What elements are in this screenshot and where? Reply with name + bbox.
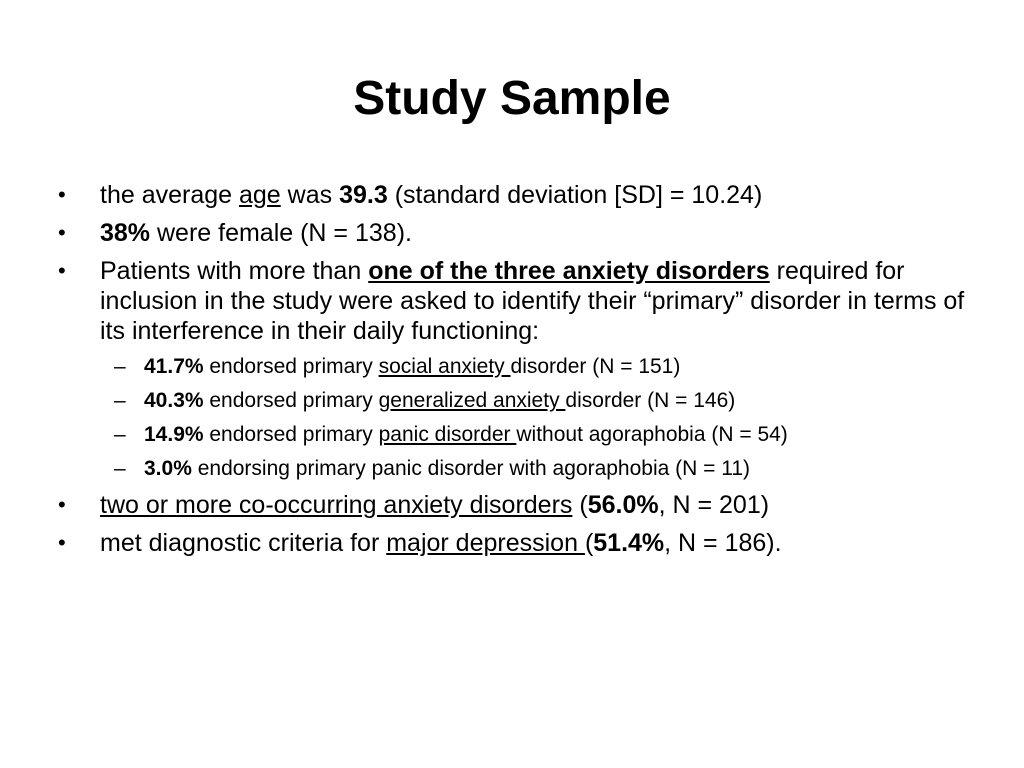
text: disorder (N = 146) [565,389,736,412]
text: , N = 186). [664,529,782,557]
text: without agoraphobia (N = 54) [516,423,788,446]
bullet-list [58,180,978,558]
text: were female (N = 138). [150,219,412,247]
text: required for inclusion in the study were asked to identify their “primary” disorder in terms of its interference in their daily functioning: [100,257,965,345]
bold-underlined-text: one of the three anxiety disorders [368,257,770,285]
bold-value: 40.3% [144,389,204,412]
underlined-text: social anxiety [378,355,511,378]
bullet-primary-disorder [58,256,978,346]
text: , N = 201) [658,491,770,519]
text: (standard deviation [SD] = 10.24) [387,181,763,209]
bullet-female [58,218,978,248]
text: endorsed primary [203,423,379,446]
bullet-icon: • [58,220,66,245]
dash-icon: – [114,355,126,378]
bold-value: 38% [100,219,151,247]
dash-icon: – [114,457,126,480]
bullet-icon: • [58,530,66,555]
text: the average [100,181,239,209]
text: endorsed primary [203,355,379,378]
sub-bullet-generalized-anxiety [114,388,978,414]
bold-value: 3.0% [144,457,192,480]
text: was [280,181,340,209]
bold-value: 41.7% [144,355,204,378]
sub-bullet-agoraphobia [114,456,978,482]
dash-icon: – [114,389,126,412]
underlined-text: panic disorder [378,423,517,446]
bullet-average-age [58,180,978,210]
bold-value: 14.9% [144,423,204,446]
underlined-text: major depression [386,529,585,557]
bold-value: 56.0% [587,491,659,519]
dash-icon: – [114,423,126,446]
sub-bullet-list [58,354,978,482]
text: Patients with more than [100,257,369,285]
sub-bullet-social-anxiety [114,354,978,380]
bullet-icon: • [58,258,66,283]
text: endorsed primary [203,389,379,412]
underlined-text: age [239,181,281,209]
underlined-text: generalized anxiety [378,389,566,412]
sub-bullet-panic-disorder [114,422,978,448]
bullet-co-occurring [58,490,978,520]
text: met diagnostic criteria for [100,529,387,557]
bold-value: 39.3 [339,181,388,209]
text: ( [572,491,588,519]
bold-value: 51.4% [593,529,665,557]
bullet-major-depression [58,528,978,558]
underlined-text: two or more co-occurring anxiety disorders [100,491,573,519]
slide-title: Study Sample [353,72,671,125]
text: ( [584,529,594,557]
bullet-icon: • [58,182,66,207]
text: disorder (N = 151) [510,355,681,378]
bullet-icon: • [58,492,66,517]
text: endorsing primary panic disorder with agoraphobia (N = 11) [191,457,751,480]
